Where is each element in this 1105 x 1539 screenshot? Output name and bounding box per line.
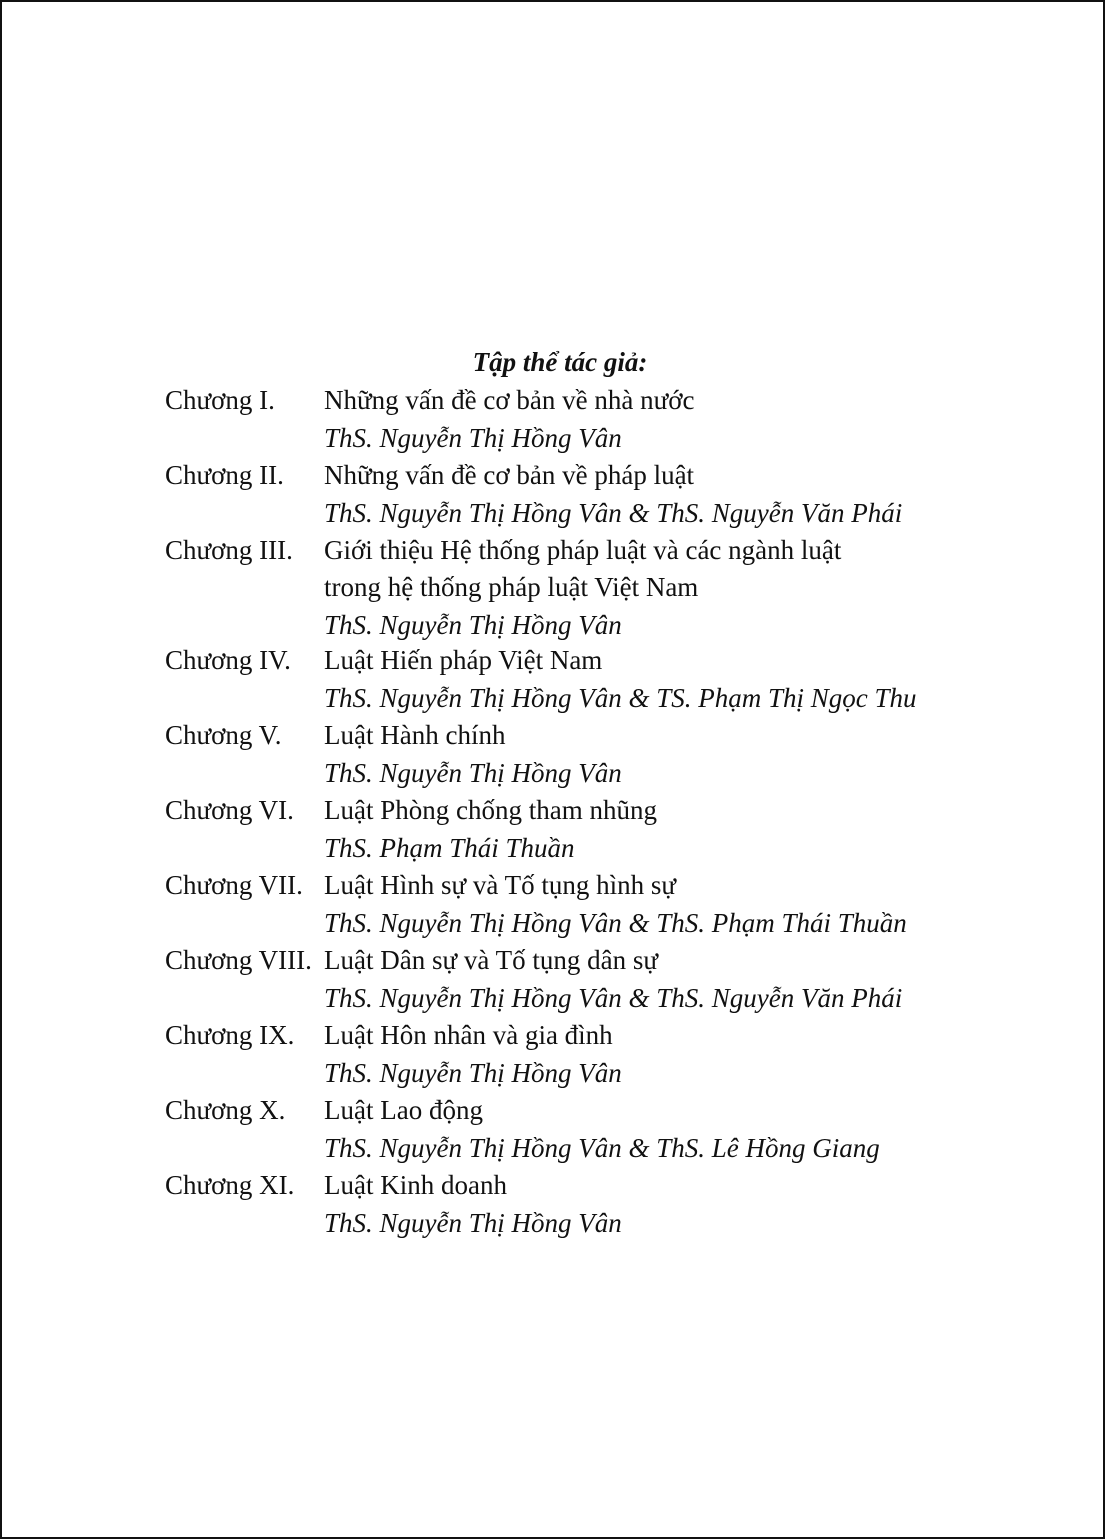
chapter-number: Chương III. — [165, 535, 293, 565]
chapter-number: Chương I. — [165, 385, 275, 415]
chapter-number: Chương X. — [165, 1095, 286, 1125]
chapter-title: Giới thiệu Hệ thống pháp luật và các ngành luật — [324, 535, 842, 565]
chapter-number: Chương VI. — [165, 795, 294, 825]
chapter-author: ThS. Nguyễn Thị Hồng Vân & TS. Phạm Thị Ngọc Thu — [324, 683, 917, 713]
chapter-title: Luật Hiến pháp Việt Nam — [324, 645, 603, 675]
chapter-author: ThS. Nguyễn Thị Hồng Vân & ThS. Lê Hồng Giang — [324, 1133, 880, 1163]
chapter-author: ThS. Nguyễn Thị Hồng Vân — [324, 1058, 622, 1088]
chapter-number: Chương IV. — [165, 645, 291, 675]
chapter-title-continued: trong hệ thống pháp luật Việt Nam — [324, 572, 699, 602]
chapter-title: Luật Dân sự và Tố tụng dân sự — [324, 945, 658, 975]
chapter-title: Những vấn đề cơ bản về pháp luật — [324, 460, 695, 490]
chapter-title: Luật Hình sự và Tố tụng hình sự — [324, 870, 677, 900]
chapter-author: ThS. Nguyễn Thị Hồng Vân — [324, 423, 622, 453]
chapter-title: Luật Lao động — [324, 1095, 483, 1125]
chapter-number: Chương V. — [165, 720, 282, 750]
chapter-number: Chương VII. — [165, 870, 303, 900]
chapter-number: Chương IX. — [165, 1020, 295, 1050]
chapter-title: Luật Hành chính — [324, 720, 506, 750]
chapter-title: Luật Kinh doanh — [324, 1170, 507, 1200]
chapter-number: Chương VIII. — [165, 945, 312, 975]
chapter-author: ThS. Nguyễn Thị Hồng Vân & ThS. Nguyễn Văn Phái — [324, 498, 903, 528]
chapter-title: Luật Phòng chống tham nhũng — [324, 795, 657, 825]
chapter-author: ThS. Nguyễn Thị Hồng Vân — [324, 610, 622, 640]
chapter-author: ThS. Nguyễn Thị Hồng Vân — [324, 758, 622, 788]
chapter-author: ThS. Nguyễn Thị Hồng Vân — [324, 1208, 622, 1238]
chapter-author: ThS. Nguyễn Thị Hồng Vân & ThS. Nguyễn Văn Phái — [324, 983, 903, 1013]
chapter-number: Chương II. — [165, 460, 284, 490]
chapter-author: ThS. Nguyễn Thị Hồng Vân & ThS. Phạm Thái Thuần — [324, 908, 907, 938]
chapter-title: Những vấn đề cơ bản về nhà nước — [324, 385, 695, 415]
page-heading: Tập thể tác giả: — [472, 347, 648, 377]
chapter-title: Luật Hôn nhân và gia đình — [324, 1020, 613, 1050]
chapter-author: ThS. Phạm Thái Thuần — [324, 833, 575, 863]
chapter-number: Chương XI. — [165, 1170, 295, 1200]
